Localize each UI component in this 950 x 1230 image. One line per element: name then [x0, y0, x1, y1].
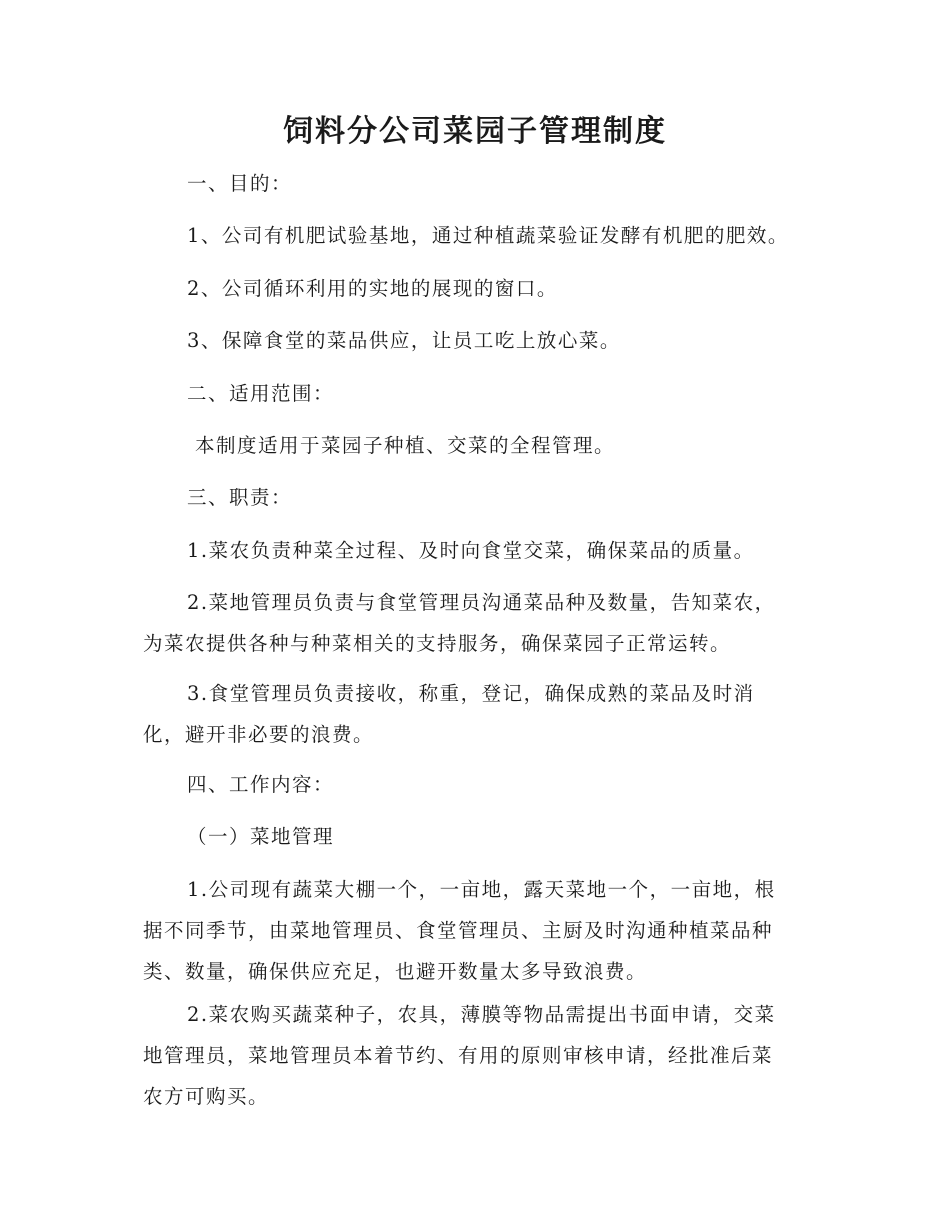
- text-line: 本制度适用于菜园子种植、交菜的全程管理。: [195, 434, 616, 457]
- text-line: 三、职责：: [187, 486, 293, 509]
- paragraph-purpose-3: [143, 320, 798, 361]
- text-line: 据不同季节，由菜地管理员、食堂管理员、主厨及时沟通种植菜品种: [143, 919, 774, 942]
- text-line: 一、目的：: [187, 172, 293, 195]
- text-line: 类、数量，确保供应充足，也避开数量太多导致浪费。: [143, 960, 648, 983]
- text-line: 3、保障食堂的菜品供应，让员工吃上放心菜。: [187, 329, 621, 352]
- paragraph-duty-1: [143, 530, 798, 571]
- text-line: 为菜农提供各种与种菜相关的支持服务，确保菜园子正常运转。: [143, 632, 732, 655]
- text-line: 1、公司有机肥试验基地，通过种植蔬菜验证发酵有机肥的肥效。: [187, 224, 789, 247]
- paragraph-duty-3: [143, 673, 798, 755]
- paragraph-work-1: [143, 869, 798, 992]
- text-line: 1.公司现有蔬菜大棚一个，一亩地，露天菜地一个，一亩地，根: [187, 878, 776, 901]
- section-heading-scope: [143, 373, 798, 414]
- paragraph-scope: [143, 425, 798, 466]
- paragraph-purpose-1: [143, 215, 798, 256]
- text-line: 1.菜农负责种菜全过程、及时向食堂交菜，确保菜品的质量。: [187, 539, 755, 562]
- text-line: 农方可购买。: [143, 1085, 270, 1108]
- subsection-heading-vegetable-plot: [143, 816, 798, 857]
- document-title: 饲料分公司菜园子管理制度: [283, 114, 667, 149]
- paragraph-purpose-2: [143, 268, 798, 309]
- text-line: 2、公司循环利用的实地的展现的窗口。: [187, 277, 558, 300]
- text-line: 地管理员，菜地管理员本着节约、有用的原则审核申请，经批准后菜: [143, 1044, 774, 1067]
- text-line: 2.菜地管理员负责与食堂管理员沟通菜品种及数量，告知菜农，: [187, 591, 776, 614]
- section-heading-duties: [143, 477, 798, 518]
- section-heading-work-content: [143, 764, 798, 805]
- text-line: 2.菜农购买蔬菜种子，农具，薄膜等物品需提出书面申请，交菜: [187, 1003, 776, 1026]
- text-line: 四、工作内容：: [187, 773, 335, 796]
- section-heading-purpose: [143, 163, 798, 204]
- text-line: 化，避开非必要的浪费。: [143, 723, 375, 746]
- paragraph-duty-2: [143, 582, 798, 664]
- text-line: 3.食堂管理员负责接收，称重，登记，确保成熟的菜品及时消: [187, 682, 755, 705]
- text-line: （一）菜地管理: [187, 825, 335, 848]
- paragraph-work-2: [143, 994, 798, 1117]
- text-line: 二、适用范围：: [187, 382, 335, 405]
